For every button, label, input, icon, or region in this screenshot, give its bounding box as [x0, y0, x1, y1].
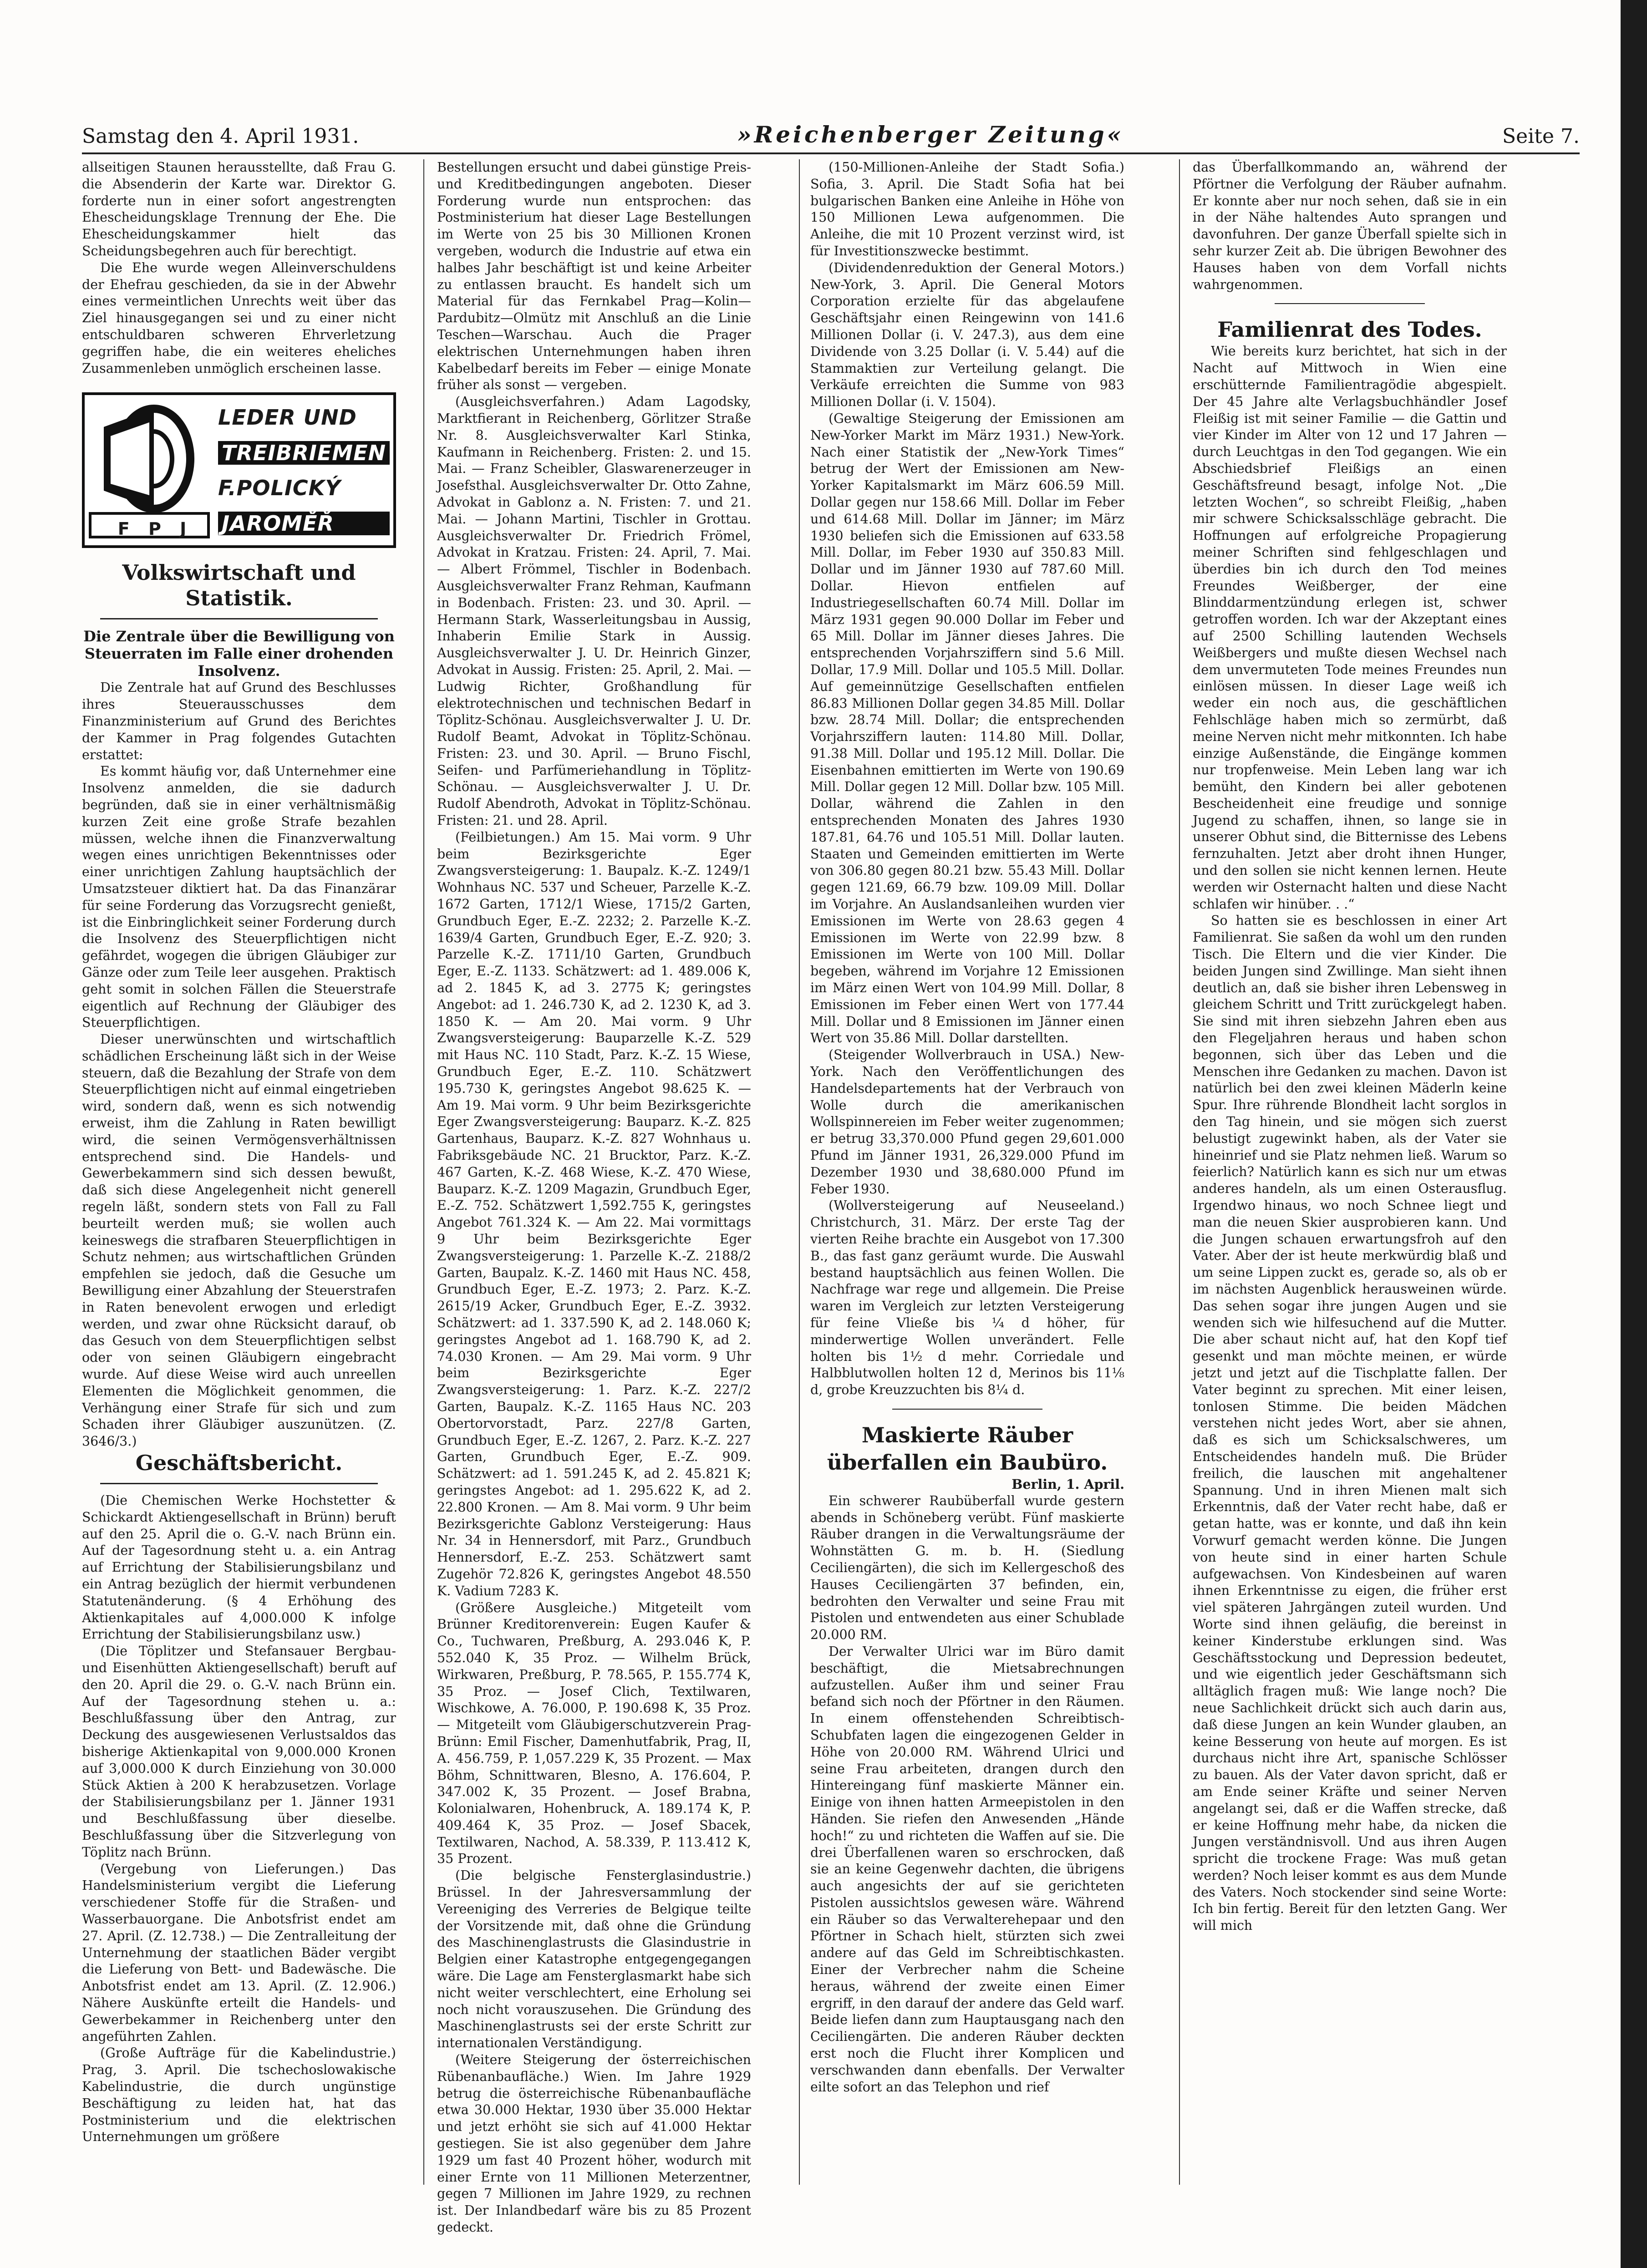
- column-rule: [1179, 159, 1180, 2185]
- article-text: Wie bereits kurz berichtet, hat sich in der Nacht auf Mittwoch in Wien eine erschütternde Familientragödie abgespielt. Der 45 Jahre alte Verlagsbuchhändler Josef Fleißig ist mit seiner Familie — die Gattin und vier Kinder im Alter von 12 und 17 Jahren — durch Leuchtgas in den Tod gegangen. Wie ein Abschiedsbrief Fleißigs an einen Geschäftsfreund besagt, infolge Not. „Die letzten Wochen“, so schreibt Fleißig, „haben mir schwere Schicksalsschläge gebracht. Die Hoffnungen auf erfolgreiche Propagierung meiner Schriften sind fehlgeschlagen und überdies bin ich durch den Tod meines Freundes Weißberger, der eine Blinddarmentzündung erlegen ist, schwer getroffen worden. Ich war der Akzeptant eines auf 2500 Schilling lautenden Wechsels Weißbergers und mußte diesen Wechsel nach dem unvermuteten Tode meines Freundes nun einlösen müssen. In dieser Lage weiß ich weder ein noch aus, die geschäftlichen Fehlschläge haben mich so zermürbt, daß meine Nerven nicht mehr mitkonnten. Ich habe einzige Außenstände, die Eingänge kommen nur tropfenweise. Mein Leben lang war ich bemüht, den Kindern bei aller gebotenen Bescheidenheit eine freudige und sonnige Jugend zu schaffen, ihnen, so lange sie in unserer Obhut sind, die Bitternisse des Lebens fernzuhalten. Jetzt aber droht ihnen Hunger, und den sollen sie nicht kennen lernen. Heute werden wir Osternacht halten und diese Nacht schlafen wir hinüber. . .“: [1193, 344, 1507, 912]
- article-text: Der Verwalter Ulrici war im Büro damit beschäftigt, die Mietsabrechnungen aufzustellen. Außer ihm und seiner Frau befand sich noch der Pförtner in den Räumen. In einem offenstehenden Schreibtisch-Schubfaten lagen die eingezogenen Gelder in Höhe von 20.000 RM. Während Ulrici und seine Frau arbeiteten, drangen durch den Hintereingang fünf maskierte Männer ein. Einige von ihnen hatten Armeepistolen in den Händen. Sie riefen den Anwesenden „Hände hoch!“ zu und richteten die Waffen auf sie. Die drei Überfallenen waren so erschrocken, daß sie an keine Gegenwehr dachten, die übrigens auch angesichts der auf sie gerichteten Pistolen aussichtslos gewesen wäre. Während ein Räuber so das Verwalterehepaar und den Pförtner in Schach hielt, stürzten sich zwei andere auf das Geld im Schreibtischkasten. Einer der Verbrecher nahm die Scheine heraus, während der zweite einen Eimer ergriff, in den darauf der andere das Geld warf. Beide liefen dann zum Hauptausgang nach den Ceciliengärten. Die anderen Räuber deckten erst noch die Flucht ihrer Komplicen und verschwanden dann ebenfalls. Der Verwalter eilte sofort an das Telephon und rief: [810, 1644, 1124, 2095]
- article-text: (Weitere Steigerung der österreichischen Rübenanbaufläche.) Wien. Im Jahre 1929 betrug die österreichische Rübenanbaufläche etwa 30.000 Hektar, 1930 über 35.000 Hektar und jetzt erhöht sie sich auf 41.000 Hektar gestiegen. Sie ist also gegenüber dem Jahre 1929 um fast 40 Prozent höher, wodurch mit einer Ernte von 11 Millionen Meterzentner, gegen 7 Millionen im Jahre 1929, zu rechnen ist. Der Inlandbedarf wäre bis zu 85 Prozent gedeckt.: [437, 2052, 751, 2235]
- scan-edge: [1621, 0, 1647, 2268]
- article-text: (Ausgleichsverfahren.) Adam Lagodsky, Marktfierant in Reichenberg, Görlitzer Straße Nr. 8. Ausgleichsverwalter Karl Stinka, Kaufmann in Reichenberg. Fristen: 2. und 15. Mai. — Franz Scheibler, Glaswarenerzeuger in Josefsthal. Ausgleichsverwalter Dr. Otto Zahne, Advokat in Gablonz a. N. Fristen: 7. und 21. Mai. — Johann Martini, Tischler in Grottau. Ausgleichsverwalter Dr. Friedrich Frömel, Advokat in Kratzau. Fristen: 24. April, 7. Mai. — Albert Frömmel, Tischler in Bodenbach. Ausgleichsverwalter Franz Rehman, Kaufmann in Bodenbach. Fristen: 23. und 30. April. — Hermann Stark, Wasserleitungsbau in Aussig, Inhaberin Emilie Stark in Aussig. Ausgleichsverwalter J. U. Dr. Heinrich Ginzer, Advokat in Aussig. Fristen: 25. April, 2. Mai. — Ludwig Richter, Großhandlung für elektrotechnischen und technischen Bedarf in Töplitz-Schönau. Ausgleichsverwalter J. U. Dr. Rudolf Beamt, Advokat in Töplitz-Schönau. Fristen: 23. und 30. April. — Bruno Fischl, Seifen- und Parfümeriehandlung in Töplitz-Schönau. — Ausgleichsverwalter J. U. Dr. Rudolf Abendroth, Advokat in Töplitz-Schönau. Fristen: 21. und 28. April.: [437, 394, 751, 828]
- section-heading: Volkswirtschaft und Statistik.: [122, 560, 356, 611]
- header-rule: [82, 152, 1580, 154]
- divider: [892, 1409, 1042, 1410]
- header-date: Samstag den 4. April 1931.: [82, 125, 359, 148]
- ad-line: F.POLICKÝ: [218, 476, 341, 501]
- article-text: (Die Chemischen Werke Hochstetter & Schickardt Aktiengesellschaft in Brünn) beruft auf den 25. April die o. G.-V. nach Brünn ein. Auf der Tagesordnung steht u. a. ein Antrag auf Errichtung der Stabilisierungsbilanz und ein Antrag bezüglich der hiermit verbundenen Statutenänderung. (§ 4 Erhöhung des Aktienkapitales auf 4,000.000 K infolge Errichtung der Stabilisierungsbilanz usw.): [82, 1493, 396, 1642]
- article-text: (150-Millionen-Anleihe der Stadt Sofia.) Sofia, 3. April. Die Stadt Sofia hat bei bulgarischen Banken eine Anleihe in Höhe von 150 Millionen Lewa aufgenommen. Die Anleihe, die mit 10 Prozent verzinst wird, ist für Investitionszwecke bestimmt.: [810, 160, 1124, 259]
- article-text: Bestellungen ersucht und dabei günstige Preis- und Kreditbedingungen angeboten. Dieser Forderung wurde nun entsprochen: das Postministerium hat dieser Lage Bestellungen im Werte von 25 bis 30 Millionen Kronen vergeben, wodurch die Industrie auf etwa ein halbes Jahr beschäftigt ist und keine Arbeiter zu entlassen braucht. Es handelt sich um Material für das Fernkabel Prag—Kolin—Pardubitz—Olmütz mit Anschluß an die Linie Teschen—Warschau. Auch die Prager elektrischen Unternehmungen haben ihren Kabelbedarf bereits im Feber — einige Monate früher als sonst — vergeben.: [437, 160, 751, 393]
- article-text: (Große Aufträge für die Kabelindustrie.) Prag, 3. April. Die tschechoslowakische Kabelindustrie, die durch ungünstige Beschäftigung zu leiden hat, hat das Postministerium und die elektrischen Unternehmungen um größere: [82, 2045, 396, 2145]
- article-headline: Die Zentrale über die Bewilligung von Steuerraten im Falle einer drohenden Insolvenz.: [83, 628, 395, 680]
- ad-line: TREIBRIEMEN: [218, 441, 390, 465]
- ad-logo-text: F P J: [117, 518, 193, 539]
- article-headline: Maskierte Räuber überfallen ein Baubüro.: [827, 1422, 1108, 1475]
- article-text: (Wollversteigerung auf Neuseeland.) Christchurch, 31. März. Der erste Tag der vierten Reihe brachte ein Ausgebot von 17.300 B., das fast ganz geräumt wurde. Die Auswahl bestand hauptsächlich aus feinen Wollen. Die Nachfrage war rege und allgemein. Die Preise waren im Vergleich zur letzten Versteigerung für feine Vließe bis ¼ d höher, für minderwertige Wollen unverändert. Felle holten bis 1½ d mehr. Corriedale und Halbblutwollen holten 12 d, Merinos bis 11⅛ d, grobe Kreuzzuchten bis 8¼ d.: [810, 1198, 1124, 1398]
- article-text: (Die Töplitzer und Stefansauer Bergbau- und Eisenhütten Aktiengesellschaft) beruft auf den 20. April die 29. o. G.-V. nach Brünn ein. Auf der Tagesordnung stehen u. a.: Beschlußfassung über den Antrag, zur Deckung des ausgewiesenen Verlustsaldos das bisherige Aktienkapital von 9,000.000 Kronen auf 3,000.000 K durch Einziehung von 30.000 Stück Aktien à 200 K herabzusetzen. Vorlage der Stabilisierungsbilanz per 1. Jänner 1931 und Beschlußfassung über dieselbe. Beschlußfassung über die Sitzverlegung von Töplitz nach Brünn.: [82, 1644, 396, 1860]
- article-text: Die Zentrale hat auf Grund des Beschlusses ihres Steuerausschusses dem Finanzministerium auf Grund des Berichtes der Kammer in Prag folgendes Gutachten erstattet:: [82, 680, 396, 762]
- article-text: das Überfallkommando an, während der Pförtner die Verfolgung der Räuber aufnahm. Er konnte aber nur noch sehen, daß sie in ein in der Nähe haltendes Auto sprangen und davonfuhren. Der ganze Überfall spielte sich in sehr kurzer Zeit ab. Die übrigen Bewohner des Hauses haben von dem Vorfall nichts wahrgenommen.: [1193, 160, 1507, 292]
- article-text: (Dividendenreduktion der General Motors.) New-York, 3. April. Die General Motors Corporation erzielte für das abgelaufene Geschäftsjahr einen Reingewinn von 141.6 Millionen Dollar (i. V. 247.3), aus dem eine Dividende von 3.25 Dollar (i. V. 5.44) auf die Stammaktien zur Verteilung gelangt. Die Verkäufe erreichten die Summe von 983 Millionen Dollar (i. V. 1504).: [810, 260, 1124, 410]
- divider: [100, 618, 378, 619]
- article-text: Dieser unerwünschten und wirtschaftlich schädlichen Erscheinung läßt sich in der Weise steuern, daß die Bezahlung der Strafe von dem Steuerpflichtigen nicht auf einmal eingetrieben wird, sondern daß, wenn es sich notwendig erweist, ihm die Zahlung in Raten bewilligt wird, die seinen Vermögensverhältnissen entsprechend sind. Die Handels- und Gewerbekammern sind sich dessen bewußt, daß sich diese Angelegenheit nicht generell regeln läßt, sondern stets von Fall zu Fall beurteilt werden muß; sie wollen auch keineswegs die strafbaren Steuerpflichtigen in Schutz nehmen; aus wirtschaftlichen Gründen empfehlen sie jedoch, daß die Gesuche um Bewilligung einer Abzahlung der Steuerstrafen in Raten benevolent erwogen und erledigt werden, und zwar ohne Rücksicht darauf, ob das Gesuch von dem Steuerpflichtigen selbst oder von seinen Gläubigern eingebracht wurde. Auf diese Weise wird auch unreellen Elementen die Möglichkeit genommen, die Verhängung einer Strafe für sich und zum Schaden ihrer Gläubiger auszunützen. (Z. 3646/3.): [82, 1032, 396, 1449]
- column-1: [82, 159, 396, 2185]
- column-3: [810, 159, 1124, 2185]
- article-text: (Gewaltige Steigerung der Emissionen am New-Yorker Markt im März 1931.) New-York. Nach einer Statistik der „New-York Times“ betrug der Wert der Emissionen am New-Yorker Kapitalsmarkt im März 606.59 Mill. Dollar gegen nur 158.66 Mill. Dollar im Feber und 614.68 Mill. Dollar im Jänner; im März 1930 beliefen sich die Emissionen auf 633.58 Mill. Dollar, im Feber 1930 auf 350.83 Mill. Dollar und im Jänner 1930 auf 787.60 Mill. Dollar. Hievon entfielen auf Industriegesellschaften 60.74 Mill. Dollar im März 1931 gegen 90.000 Dollar im Feber und 65 Mill. Dollar im Jänner dieses Jahres. Die entsprechenden Vorjahrsziffern sind 5.6 Mill. Dollar, 17.9 Mill. Dollar und 105.5 Mill. Dollar. Auf gemeinnützige Gesellschaften entfielen 86.83 Millionen Dollar gegen 34.85 Mill. Dollar bzw. 28.74 Mill. Dollar; die entsprechenden Vorjahrsziffern lauten: 114.80 Mill. Dollar, 91.38 Mill. Dollar und 195.12 Mill. Dollar. Die Eisenbahnen emittierten im Werte von 190.69 Mill. Dollar gegen 12 Mill. Dollar bzw. 105 Mill. Dollar, während die Zahlen in den entsprechenden Monaten des Jahres 1930 187.81, 64.76 und 105.51 Mill. Dollar lauten. Staaten und Gemeinden emittierten im Werte von 306.80 gegen 80.21 bzw. 55.43 Mill. Dollar gegen 121.69, 66.79 bzw. 109.09 Mill. Dollar im Vorjahre. An Auslandsanleihen wurden vier Emissionen im Werte von 28.63 gegen 4 Emissionen im Werte von 22.99 bzw. 8 Emissionen im Werte von 100 Mill. Dollar begeben, während im Vorjahre 12 Emissionen im März einen Wert von 104.99 Mill. Dollar, 8 Emissionen im Feber einen Wert von 177.44 Mill. Dollar und 8 Emissionen im Jänner einen Wert von 35.86 Mill. Dollar darstellten.: [810, 411, 1124, 1046]
- article-text: (Vergebung von Lieferungen.) Das Handelsministerium vergibt die Lieferung verschiedener Stoffe für die Straßen- und Wasserbauorgane. Die Anbotsfrist endet am 27. April. (Z. 12.738.) — Die Zentralleitung der Unternehmung der staatlichen Bäder vergibt die Lieferung von Bett- und Badewäsche. Die Anbotsfrist endet am 13. April. (Z. 12.906.) Nähere Auskünfte erteilt die Handels- und Gewerbekammer in Reichenberg unter den angeführten Zahlen.: [82, 1861, 396, 2044]
- article-headline: Familienrat des Todes.: [1217, 317, 1482, 342]
- column-4: [1193, 159, 1507, 2185]
- article-text: (Steigender Wollverbrauch in USA.) New-York. Nach den Veröffentlichungen des Handelsdepartements hat der Verbrauch von Wolle durch die amerikanischen Wollspinnereien im Feber weiter zugenommen; er betrug 33,370.000 Pfund gegen 29,601.000 Pfund im Jänner 1931, 26,329.000 Pfund im Dezember 1930 und 38,680.000 Pfund im Feber 1930.: [810, 1047, 1124, 1197]
- divider: [100, 1483, 378, 1484]
- dateline: Berlin, 1. April.: [1012, 1476, 1124, 1492]
- article-text: (Größere Ausgleiche.) Mitgeteilt vom Brünner Kreditorenverein: Eugen Kaufer & Co., Tuchwaren, Preßburg, A. 293.046 K, P. 552.040 K, 35 Proz. — Wilhelm Brück, Wirkwaren, Preßburg, P. 78.565, P. 155.774 K, 35 Proz. — Josef Clich, Textilwaren, Wischkowe, A. 76.000, P. 190.698 K, 35 Proz. — Mitgeteilt vom Gläubigerschutzverein Prag-Brünn: Emil Fischer, Damenhutfabrik, Prag, II, A. 456.759, P. 1,057.229 K, 35 Prozent. — Max Böhm, Schnittwaren, Blesno, A. 176.604, P. 347.002 K, 35 Prozent. — Josef Brabna, Kolonialwaren, Hohenbruck, A. 189.174 K, P. 409.464 K, 35 Proz. — Josef Sbacek, Textilwaren, Nachod, A. 58.339, P. 113.412 K, 35 Prozent.: [437, 1600, 751, 1867]
- page-number: Seite 7.: [1502, 125, 1580, 148]
- section-heading: Geschäftsbericht.: [135, 1451, 343, 1476]
- ad-line: JAROMĚŘ: [218, 512, 390, 535]
- article-text: allseitigen Staunen herausstellte, daß Frau G. die Absenderin der Karte war. Direktor G. forderte nun in einer sofort angestrengten Ehescheidungsklage Trennung der Ehe. Die Ehescheidungskammer hielt das Scheidungsbegehren auch für berechtigt.: [82, 160, 396, 259]
- article-text: (Die belgische Fensterglasindustrie.) Brüssel. In der Jahresversammlung der Vereeniging des Verreries de Belgique teilte der Vorsitzende mit, daß ohne die Gründung des Maschinenglastrusts die Glasindustrie in Belgien einer Katastrophe entgegengegangen wäre. Die Lage am Fensterglasmarkt habe sich nicht weiter verschlechtert, eine Erholung sei noch nicht vorauszusehen. Die Gründung des Maschinenglastrusts sei der erste Schritt zur internationalen Verständigung.: [437, 1868, 751, 2051]
- article-text: (Feilbietungen.) Am 15. Mai vorm. 9 Uhr beim Bezirksgerichte Eger Zwangsversteigerung: 1. Baupalz. K.-Z. 1249/1 Wohnhaus NC. 537 und Scheuer, Parzelle K.-Z. 1672 Garten, 1712/1 Wiese, 1715/2 Garten, Grundbuch Eger, E.-Z. 2232; 2. Parzelle K.-Z. 1639/4 Garten, Grundbuch Eger, E.-Z. 920; 3. Parzelle K.-Z. 1711/10 Garten, Grundbuch Eger, E.-Z. 1133. Schätzwert: ad 1. 489.006 K, ad 2. 1845 K, ad 3. 2775 K; geringstes Angebot: ad 1. 246.730 K, ad 2. 1230 K, ad 3. 1850 K. — Am 20. Mai vorm. 9 Uhr Zwangsversteigerung: Bauparzelle K.-Z. 529 mit Haus NC. 110 Stadt, Parz. K.-Z. 15 Wiese, Grundbuch Eger, E.-Z. 110. Schätzwert 195.730 K, geringstes Angebot 98.625 K. — Am 19. Mai vorm. 9 Uhr beim Bezirksgerichte Eger Zwangsversteigerung: Bauparz. K.-Z. 825 Gartenhaus, Bauparz. K.-Z. 827 Wohnhaus u. Fabriksgebäude NC. 21 Brucktor, Parz. K.-Z. 467 Garten, K.-Z. 468 Wiese, K.-Z. 470 Wiese, Bauparz. K.-Z. 1209 Magazin, Grundbuch Eger, E.-Z. 752. Schätzwert 1,592.755 K, geringstes Angebot 761.324 K. — Am 22. Mai vormittags 9 Uhr beim Bezirksgerichte Eger Zwangsversteigerung: 1. Parzelle K.-Z. 2188/2 Garten, Baupalz. K.-Z. 1460 mit Haus NC. 458, Grundbuch Eger, E.-Z. 1973; 2. Parz. K.-Z. 2615/19 Acker, Grundbuch Eger, E.-Z. 3932. Schätzwert: ad 1. 337.590 K, ad 2. 148.060 K; geringstes Angebot ad 1. 168.790 K, ad 2. 74.030 Kronen. — Am 29. Mai vorm. 9 Uhr beim Bezirksgerichte Eger Zwangsversteigerung: 1. Parz. K.-Z. 227/2 Garten, Baupalz. K.-Z. 1165 Haus NC. 203 Obertorvorstadt, Parz. 227/8 Garten, Grundbuch Eger, E.-Z. 1267, 2. Parz. K.-Z. 227 Garten, Grundbuch Eger, E.-Z. 909. Schätzwert: ad 1. 591.245 K, ad 2. 45.821 K; geringstes Angebot: ad 1. 295.622 K, ad 2. 22.800 Kronen. — Am 8. Mai vorm. 9 Uhr beim Bezirksgerichte Gablonz Versteigerung: Haus Nr. 34 in Hennersdorf, mit Parz., Grundbuch Hennersdorf, E.-Z. 253. Schätzwert samt Zugehör 72.826 K, geringstes Angebot 48.550 K. Vadium 7283 K.: [437, 829, 751, 1598]
- article-text: Die Ehe wurde wegen Alleinverschuldens der Ehefrau geschieden, da sie in der Abwehr eines vermeintlichen Unrechts weit über das Ziel hinausgegangen sei und zu einer nicht entschuldbaren schweren Ehrverletzung gegriffen habe, die ein weiteres eheliches Zusammenleben unmöglich erscheinen lasse.: [82, 260, 396, 376]
- advertisement: [82, 392, 396, 548]
- ad-text: [214, 395, 393, 545]
- ad-logo: [85, 395, 214, 545]
- article-text: Ein schwerer Raubüberfall wurde gestern abends in Schöneberg verübt. Fünf maskierte Räuber drangen in die Verwaltungsräume der Wohnstätten G. m. b. H. (Siedlung Ceciliengärten), die sich im Kellergeschoß des Hauses Ceciliengärten 37 befinden, ein, bedrohten den Verwalter und seine Frau mit Pistolen und entwendeten aus einer Schublade 20.000 RM.: [810, 1493, 1124, 1643]
- column-rule: [423, 159, 424, 2185]
- divider: [1275, 303, 1425, 304]
- article-text: So hatten sie es beschlossen in einer Art Familienrat. Sie saßen da wohl um den runden Tisch. Die Eltern und die vier Kinder. Die beiden Jungen sind Zwillinge. Man sieht ihnen deutlich an, daß sie bisher ihren Lebensweg in gleichem Schritt und Tritt zurückgelegt haben. Sie sind mit ihren siebzehn Jahren eben aus den Flegeljahren heraus und haben schon begonnen, sich über das Leben und die Menschen ihre Gedanken zu machen. Davon ist natürlich bei den zwei kleinen Mäderln keine Spur. Ihre rührende Blondheit lacht sorglos in den Tag hinein, und sie mögen sich zuerst belustigt zugewinkt haben, als der Vater sie hineinrief und sie Platz nehmen ließ. Warum so feierlich? Natürlich kann es sich nur um etwas anderes handeln, als um einen Osterausflug. Irgendwo hinaus, wo noch Schnee liegt und man die neuen Skier ausprobieren kann. Und die Jungen schauen erwartungsfroh auf den Vater. Aber der ist heute merkwürdig blaß und um seine Lippen zuckt es, gerade so, als ob er im nächsten Augenblick herausweinen würde. Das sehen sogar ihre jungen Augen und sie wenden sich wie hilfesuchend auf die Mutter. Die aber schaut nicht auf, hat den Kopf tief gesenkt und man möchte meinen, er würde jetzt und jetzt auf die Tischplatte fallen. Der Vater beginnt zu sprechen. Mit einer leisen, tonlosen Stimme. Die beiden Mädchen verstehen nicht jedes Wort, aber sie ahnen, daß es sich um Schicksalschweres, um Entscheidendes handeln muß. Die Brüder freilich, die lauschen mit angehaltener Spannung. Und in ihren Mienen malt sich Erkenntnis, daß der Vater recht habe, daß er getan hatte, was er konnte, und daß ihn kein Vorwurf gemacht werden könne. Die Jungen von heute sind in einer harten Schule aufgewachsen. Von Kindesbeinen auf waren ihnen Erkenntnisse zu eigen, die früher erst viel späteren Jahrgängen zuteil wurden. Und Worte sind ihnen geläufig, die bereinst in keiner Kinderstube erklungen sind. Was Geschäftsstockung und Depression bedeutet, und wie eigentlich jeder Geschäftsmann sich alltäglich fragen muß: Wie lange noch? Die neue Sachlichkeit drückt sich auch darin aus, daß diese Jungen an kein Wunder glauben, an keine Besserung von heute auf morgen. Es ist durchaus nicht ihre Art, spanische Schlösser zu bauen. Als der Vater davon spricht, daß er am Ende seiner Kräfte und seiner Nerven angelangt sei, daß er die Waffen strecke, daß er keine Hoffnung mehr habe, da nicken die Jungen verständnisvoll. Und aus ihren Augen spricht die trockene Frage: Was muß getan werden? Noch leiser kommt es aus dem Munde des Vaters. Noch stockender sind seine Worte: Ich bin fertig. Bereit für den letzten Gang. Wer will mich: [1193, 913, 1507, 1933]
- article-text: Es kommt häufig vor, daß Unternehmer eine Insolvenz anmelden, die sie dadurch begründen, daß sie in einer verhältnismäßig kurzen Zeit eine große Strafe bezahlen müssen, welche ihnen die Finanzverwaltung wegen eines unrichtigen Bekenntnisses oder einer unrichtigen Zahlung hauptsächlich der Umsatzsteuer diktiert hat. Da das Finanzärar für seine Forderung das Vorzugsrecht genießt, ist die Einbringlichkeit seiner Forderung durch die Insolvenz des Steuerpflichtigen nicht gefährdet, wogegen die übrigen Gläubiger zur Gänze oder zum Teile leer ausgehen. Praktisch geht somit in solchen Fällen die Steuerstrafe eigentlich auf Rechnung der Gläubiger des Steuerpflichtigen.: [82, 764, 396, 1030]
- newspaper-title: »Reichenberger Zeitung«: [737, 121, 1124, 148]
- page-header: [82, 116, 1580, 148]
- column-2: [437, 159, 751, 2235]
- ad-line: LEDER UND: [218, 405, 357, 430]
- column-rule: [799, 159, 800, 2185]
